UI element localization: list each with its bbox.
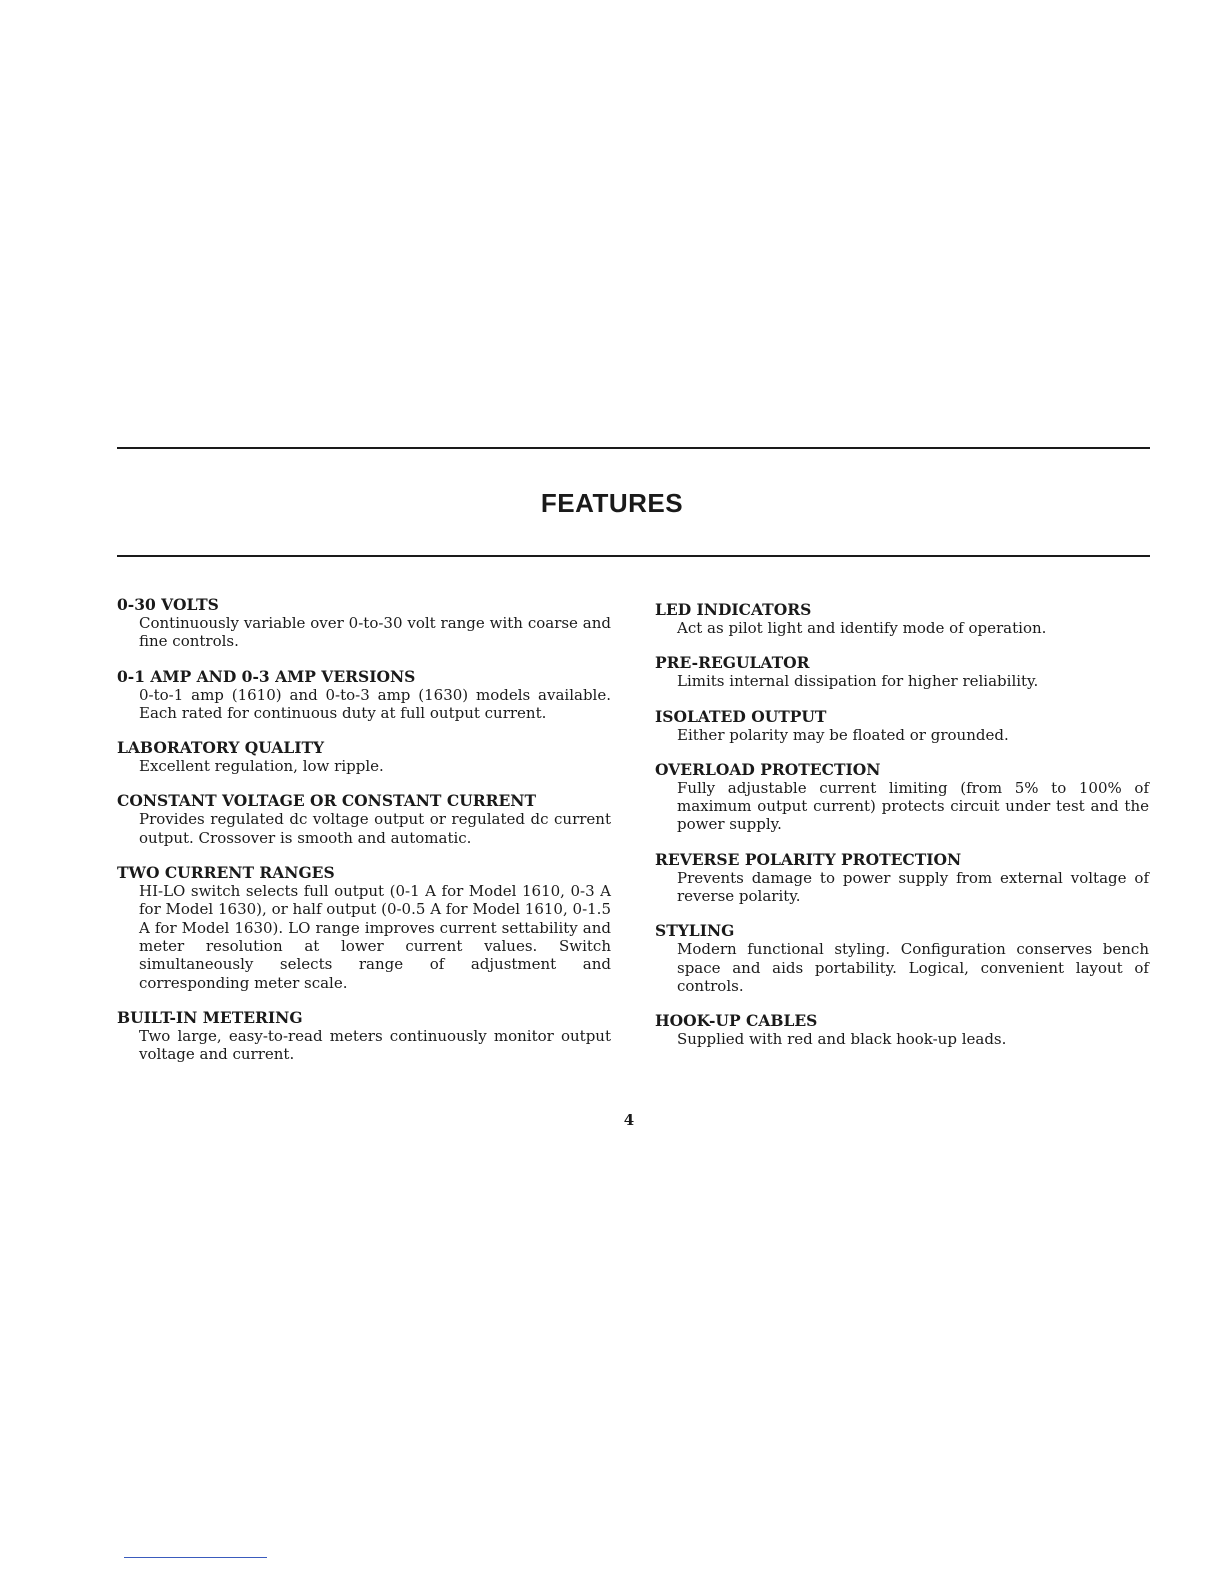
feature-isolated-output xyxy=(655,707,1149,744)
feature-description: Fully adjustable current limiting (from 5% to 100% of maximum output current) protects circuit under test and the power supply. xyxy=(677,778,1149,834)
feature-description: Act as pilot light and identify mode of operation. xyxy=(677,619,1047,637)
feature-heading: BUILT-IN METERING xyxy=(117,1007,303,1027)
feature-heading: LABORATORY QUALITY xyxy=(117,738,325,758)
footer-rule xyxy=(124,1557,267,1558)
feature-description: 0-to-1 amp (1610) and 0-to-3 amp (1630) models available. Each rated for continuous duty at full output current. xyxy=(139,685,611,722)
feature-description: Either polarity may be floated or grounded. xyxy=(677,725,1009,744)
top-rule xyxy=(117,447,1150,449)
feature-heading: OVERLOAD PROTECTION xyxy=(655,759,881,779)
feature-styling xyxy=(655,921,1149,995)
feature-heading: 0-30 VOLTS xyxy=(117,595,219,614)
feature-heading: TWO CURRENT RANGES xyxy=(117,863,335,883)
feature-constant-voltage-current xyxy=(117,791,611,847)
feature-description: Limits internal dissipation for higher reliability. xyxy=(677,672,1039,691)
feature-heading: 0-1 AMP AND 0-3 AMP VERSIONS xyxy=(117,666,416,686)
feature-overload-protection xyxy=(655,760,1149,834)
feature-heading: REVERSE POLARITY PROTECTION xyxy=(655,849,962,869)
feature-heading: PRE-REGULATOR xyxy=(655,653,810,673)
feature-description: Prevents damage to power supply from external voltage of reverse polarity. xyxy=(677,868,1149,906)
feature-heading: STYLING xyxy=(655,921,735,941)
feature-heading: HOOK-UP CABLES xyxy=(655,1011,818,1031)
feature-built-in-metering xyxy=(117,1008,611,1064)
feature-pre-regulator xyxy=(655,653,1149,690)
feature-heading: CONSTANT VOLTAGE OR CONSTANT CURRENT xyxy=(117,791,536,811)
left-feature-column xyxy=(117,595,611,1079)
feature-description: Modern functional styling. Configuration conserves bench space and aids portability. Logical, convenient layout of controls. xyxy=(677,940,1149,995)
feature-laboratory-quality xyxy=(117,738,611,775)
feature-heading: ISOLATED OUTPUT xyxy=(655,706,827,726)
feature-description: HI-LO switch selects full output (0-1 A for Model 1610, 0-3 A for Model 1630), or half output (0-0.5 A for Model 1610, 0-1.5 A for Model 1630). LO range improves current settability and meter resolution at lower current values. Switch simultaneously selects range of adjustment and corresponding meter scale. xyxy=(139,882,611,992)
feature-0-30-volts xyxy=(117,595,611,651)
bottom-rule xyxy=(117,555,1150,557)
page-number: 4 xyxy=(623,1111,635,1129)
feature-description: Two large, easy-to-read meters continuously monitor output voltage and current. xyxy=(139,1026,611,1064)
feature-hook-up-cables xyxy=(655,1011,1149,1048)
feature-amp-versions xyxy=(117,667,611,723)
right-feature-column xyxy=(655,600,1149,1065)
feature-description: Excellent regulation, low ripple. xyxy=(139,757,384,776)
feature-heading: LED INDICATORS xyxy=(655,600,812,619)
feature-two-current-ranges xyxy=(117,863,611,992)
feature-reverse-polarity-protection xyxy=(655,850,1149,906)
feature-description: Continuously variable over 0-to-30 volt range with coarse and fine controls. xyxy=(139,614,611,651)
page-title: FEATURES xyxy=(540,488,684,518)
feature-description: Supplied with red and black hook-up leads. xyxy=(677,1030,1007,1049)
feature-led-indicators xyxy=(655,600,1149,637)
feature-description: Provides regulated dc voltage output or regulated dc current output. Crossover is smooth and automatic. xyxy=(139,810,611,847)
